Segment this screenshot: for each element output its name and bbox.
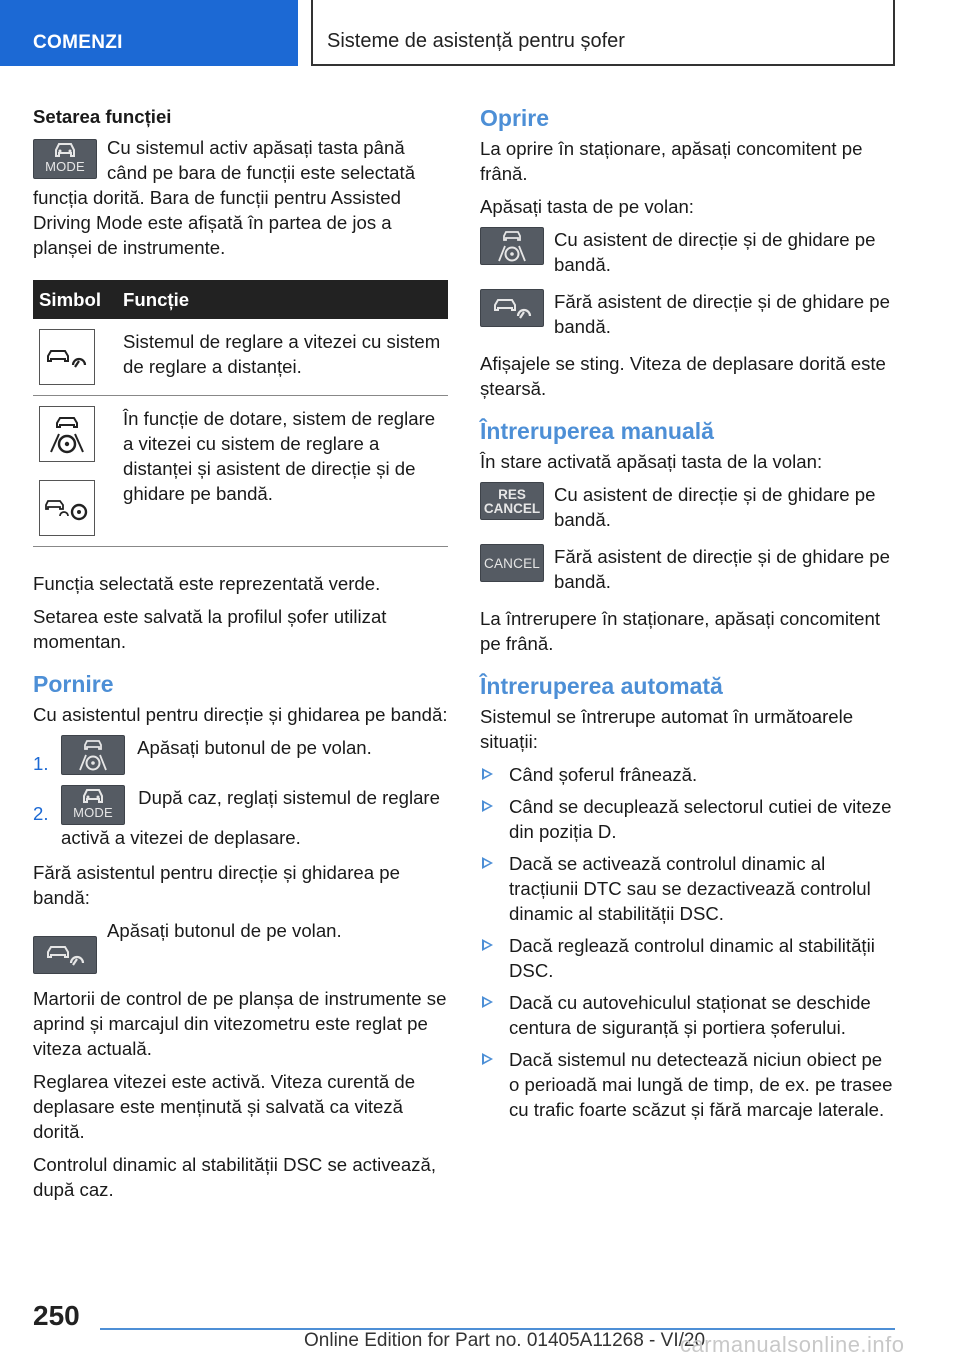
manual-without-assist-row (480, 544, 896, 594)
stop-without-assist-row (480, 289, 896, 339)
table-cell-function: Sistemul de reglare a vitezei cu sistem de reglare a distanței. (117, 319, 448, 396)
section-tab: COMENZI (0, 0, 298, 66)
list-item (33, 735, 448, 775)
mode-button-label: MODE (45, 159, 85, 174)
cruise-button-icon (480, 289, 544, 327)
start-with-assist: Cu asistentul pentru direcție și ghidarea pe bandă: (33, 704, 448, 725)
press-button-text: Apăsați butonul de pe volan. (107, 920, 342, 941)
cruise-button-icon (33, 936, 97, 974)
list-item: Dacă sistemul nu detectează niciun obiect pe o perioadă mai lungă de timp, de ex. pe trasee cu trafic foarte scăzut și fără marcaje laterale. (480, 1047, 896, 1122)
cruise-distance-icon (39, 329, 95, 385)
selected-note: Funcția selectată este reprezentată verde. (33, 573, 381, 594)
page-header (0, 0, 960, 66)
bullet-triangle-icon (482, 857, 493, 869)
bullet-triangle-icon (482, 1053, 493, 1065)
manual-title: Întreruperea manuală (480, 418, 714, 444)
setup-text: Cu sistemul activ apăsați tasta până când pe bara de funcții este selectată funcția dorită. Bara de funcții pentru Assisted Driving Mode este afișată în partea de jos a planșei de instrumente. (33, 137, 416, 258)
press-button-row (33, 918, 448, 974)
with-assist-text: Cu asistent de direcție și de ghidare pe bandă. (554, 229, 876, 275)
manual-text: În stare activată apăsați tasta de la volan: (480, 451, 823, 472)
step-number: 1. (33, 753, 49, 774)
list-item: Dacă cu autovehiculul staționat se deschide centura de siguranță și portiera șoferului. (480, 990, 896, 1040)
col-header-function: Funcție (117, 280, 448, 319)
list-item: Când șoferul frânează. (480, 762, 896, 787)
step-number: 2. (33, 803, 49, 824)
steering-assist-button-icon (480, 227, 544, 265)
steering-assist-button-icon (61, 735, 125, 775)
page-number: 250 (33, 1300, 80, 1331)
displays-off-text: Afișajele se sting. Viteza de deplasare dorită este ștearsă. (480, 353, 886, 399)
list-item: Dacă se activează controlul dinamic al tracțiunii DTC sau se dezactivează controlul dinamic al stabilității DSC. (480, 851, 896, 926)
left-column (33, 104, 448, 1210)
edition-text: Online Edition for Part no. 01405A11268 - VI/20 (304, 1330, 706, 1351)
list-item: Când se decuplează selectorul cutiei de viteze din poziția D. (480, 794, 896, 844)
with-assist-text: Cu asistent de direcție și de ghidare pe bandă. (554, 484, 876, 530)
auto-title: Întreruperea automată (480, 673, 723, 699)
dsc-text: Controlul dinamic al stabilității DSC se activează, după caz. (33, 1154, 437, 1200)
bullet-triangle-icon (482, 768, 493, 780)
stop-with-assist-row (480, 227, 896, 277)
cruise-steering-icon (39, 480, 95, 536)
without-assist-text: Fără asistent de direcție și de ghidare pe bandă. (554, 291, 890, 337)
bullet-triangle-icon (482, 939, 493, 951)
without-assist-text: Fără asistent de direcție și de ghidare pe bandă. (554, 546, 890, 592)
auto-conditions-list (480, 762, 896, 1122)
cancel-label: CANCEL (483, 501, 541, 516)
bullet-triangle-icon (482, 996, 493, 1008)
watermark: carmanualsonline.info (680, 1332, 905, 1357)
table-row (33, 319, 448, 396)
press-key-text: Apăsați tasta de pe volan: (480, 196, 694, 217)
start-without-assist: Fără asistentul pentru direcție și ghidarea pe bandă: (33, 862, 400, 908)
col-header-symbol: Simbol (33, 280, 117, 319)
cancel-label: CANCEL (484, 556, 540, 571)
table-row (33, 396, 448, 547)
stop-text: La oprire în staționare, apăsați concomitent pe frână. (480, 138, 863, 184)
start-steps (33, 735, 448, 850)
step-text: Apăsați butonul de pe volan. (137, 737, 372, 758)
mode-button-icon (33, 139, 97, 179)
cancel-button-icon (480, 544, 544, 582)
saved-note: Setarea este salvată la profilul șofer utilizat momentan. (33, 606, 387, 652)
res-label: RES (498, 487, 526, 502)
auto-text: Sistemul se întrerupe automat în următoarele situații: (480, 706, 854, 752)
symbol-table (33, 280, 448, 547)
right-column (480, 104, 896, 1129)
indicators-text: Martorii de control de pe planșa de instrumente se aprind și marcajul din vitezometru este reglat pe viteza actuală. (33, 988, 447, 1059)
setup-heading: Setarea funcției (33, 106, 172, 127)
stop-title: Oprire (480, 105, 550, 131)
mode-button-icon (61, 785, 125, 825)
chapter-title: Sisteme de asistență pentru șofer (311, 0, 895, 66)
list-item: Dacă reglează controlul dinamic al stabilității DSC. (480, 933, 896, 983)
active-text: Reglarea vitezei este activă. Viteza curentă de deplasare este menținută și salvată ca viteză dorită. (33, 1071, 416, 1142)
list-item (33, 785, 448, 850)
manual-stop-text: La întrerupere în staționare, apăsați concomitent pe frână. (480, 608, 881, 654)
setup-paragraph (33, 135, 448, 260)
res-cancel-button-icon (480, 482, 544, 520)
start-title: Pornire (33, 671, 114, 697)
step-text: După caz, reglați sistemul de reglare activă a vitezei de deplasare. (61, 787, 440, 848)
manual-with-assist-row (480, 482, 896, 532)
page-footer (0, 1300, 960, 1362)
table-cell-function: În funcție de dotare, sistem de reglare a vitezei cu sistem de reglare a distanței și asistent de direcție și de ghidare pe bandă. (117, 396, 448, 547)
bullet-triangle-icon (482, 800, 493, 812)
steering-assist-icon (39, 406, 95, 462)
mode-button-label: MODE (73, 805, 113, 820)
